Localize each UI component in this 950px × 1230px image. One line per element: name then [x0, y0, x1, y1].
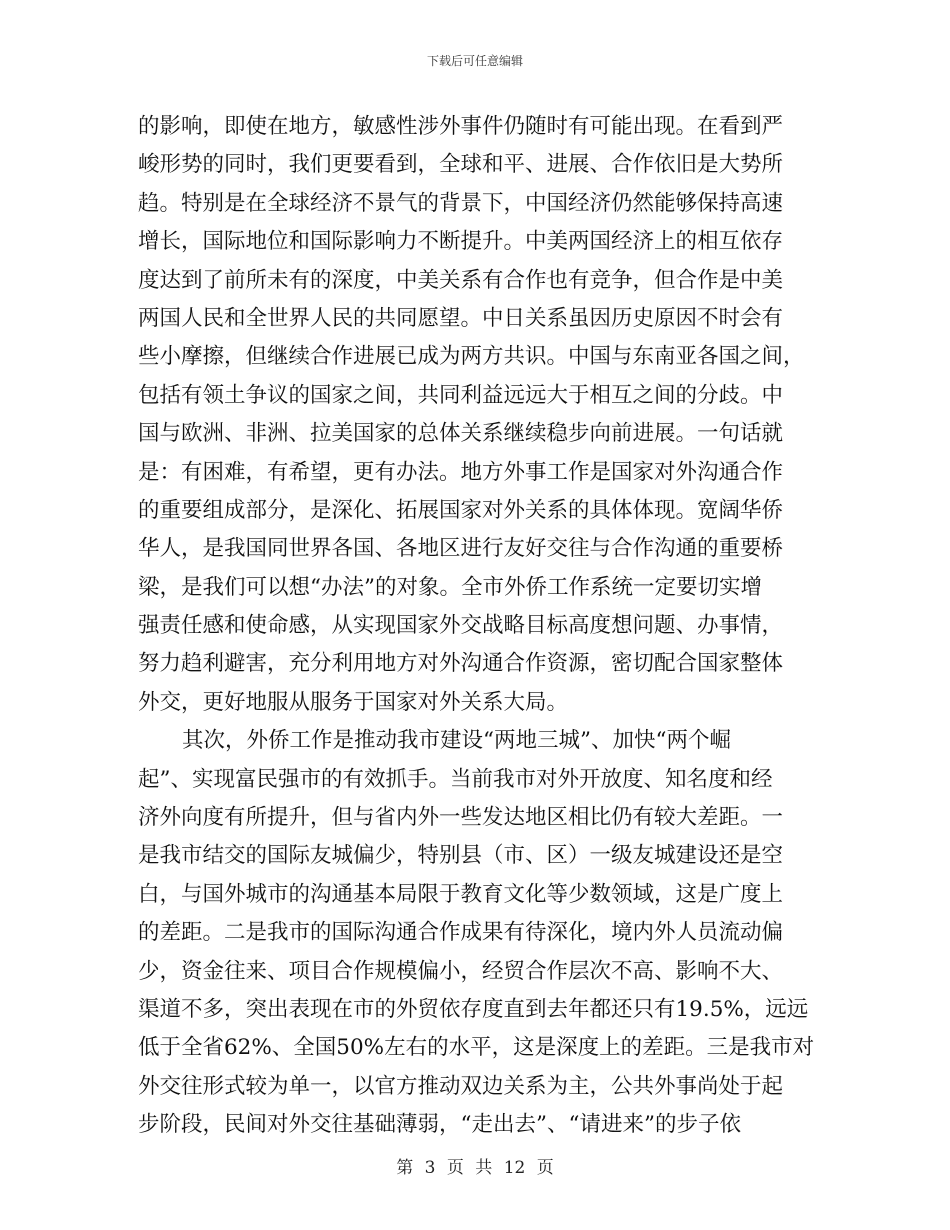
text-line: 的差距。二是我市的国际沟通合作成果有待深化，境内外人员流动偏 [138, 920, 784, 946]
page-header: 下载后可任意编辑 [426, 54, 523, 68]
text-line: 两国人民和全世界人民的共同愿望。中日关系虽因历史原因不时会有 [138, 305, 784, 331]
text-line: 强责任感和使命感，从实现国家外交战略目标高度想问题、办事情， [138, 613, 784, 639]
text-line: 是：有困难，有希望，更有办法。地方外事工作是国家对外沟通合作 [138, 459, 784, 485]
page-number-footer: 第 3 页 共 12 页 [396, 1158, 554, 1178]
text-line: 梁，是我们可以想“办法”的对象。全市外侨工作系统一定要切实增 [138, 574, 762, 600]
text-line: 渠道不多，突出表现在市的外贸依存度直到去年都还只有19.5%，远远 [138, 996, 809, 1022]
text-line: 的影响，即使在地方，敏感性涉外事件仍随时有可能出现。在看到严 [138, 114, 784, 139]
text-line: 趋。特别是在全球经济不景气的背景下，中国经济仍然能够保持高速 [138, 190, 784, 216]
paragraph-start-line: 其次，外侨工作是推动我市建设“两地三城”、加快“两个崛 [182, 728, 731, 754]
text-line: 增长，国际地位和国际影响力不断提升。中美两国经济上的相互依存 [138, 229, 784, 255]
text-line: 外交，更好地服从服务于国家对外关系大局。 [138, 689, 569, 715]
text-line: 低于全省62%、全国50%左右的水平，这是深度上的差距。三是我市对 [138, 1035, 815, 1061]
text-line: 起”、实现富民强市的有效抓手。当前我市对外开放度、知名度和经 [138, 766, 773, 792]
text-line: 的重要组成部分，是深化、拓展国家对外关系的具体体现。宽阔华侨 [138, 497, 784, 523]
text-line: 包括有领土争议的国家之间，共同利益远远大于相互之间的分歧。中 [138, 382, 784, 408]
text-line: 白，与国外城市的沟通基本局限于教育文化等少数领域，这是广度上 [138, 881, 784, 907]
text-line: 济外向度有所提升，但与省内外一些发达地区相比仍有较大差距。一 [138, 805, 784, 831]
text-line: 度达到了前所未有的深度，中美关系有合作也有竞争，但合作是中美 [138, 267, 784, 293]
text-line: 努力趋利避害，充分利用地方对外沟通合作资源，密切配合国家整体 [138, 651, 784, 677]
text-line: 国与欧洲、非洲、拉美国家的总体关系继续稳步向前进展。一句话就 [138, 421, 784, 447]
text-line: 外交往形式较为单一，以官方推动双边关系为主，公共外事尚处于起 [138, 1073, 784, 1099]
text-line: 峻形势的同时，我们更要看到，全球和平、进展、合作依旧是大势所 [138, 152, 784, 178]
text-line: 是我市结交的国际友城偏少，特别县（市、区）一级友城建设还是空 [138, 843, 784, 869]
text-line: 少，资金往来、项目合作规模偏小，经贸合作层次不高、影响不大、 [138, 958, 784, 984]
text-line: 些小摩擦，但继续合作进展已成为两方共识。中国与东南亚各国之间， [138, 344, 805, 370]
text-line: 华人，是我国同世界各国、各地区进行友好交往与合作沟通的重要桥 [138, 536, 784, 562]
document-body [138, 108, 814, 1145]
text-line: 步阶段，民间对外交往基础薄弱，“走出去”、“请进来”的步子依 [138, 1112, 741, 1138]
